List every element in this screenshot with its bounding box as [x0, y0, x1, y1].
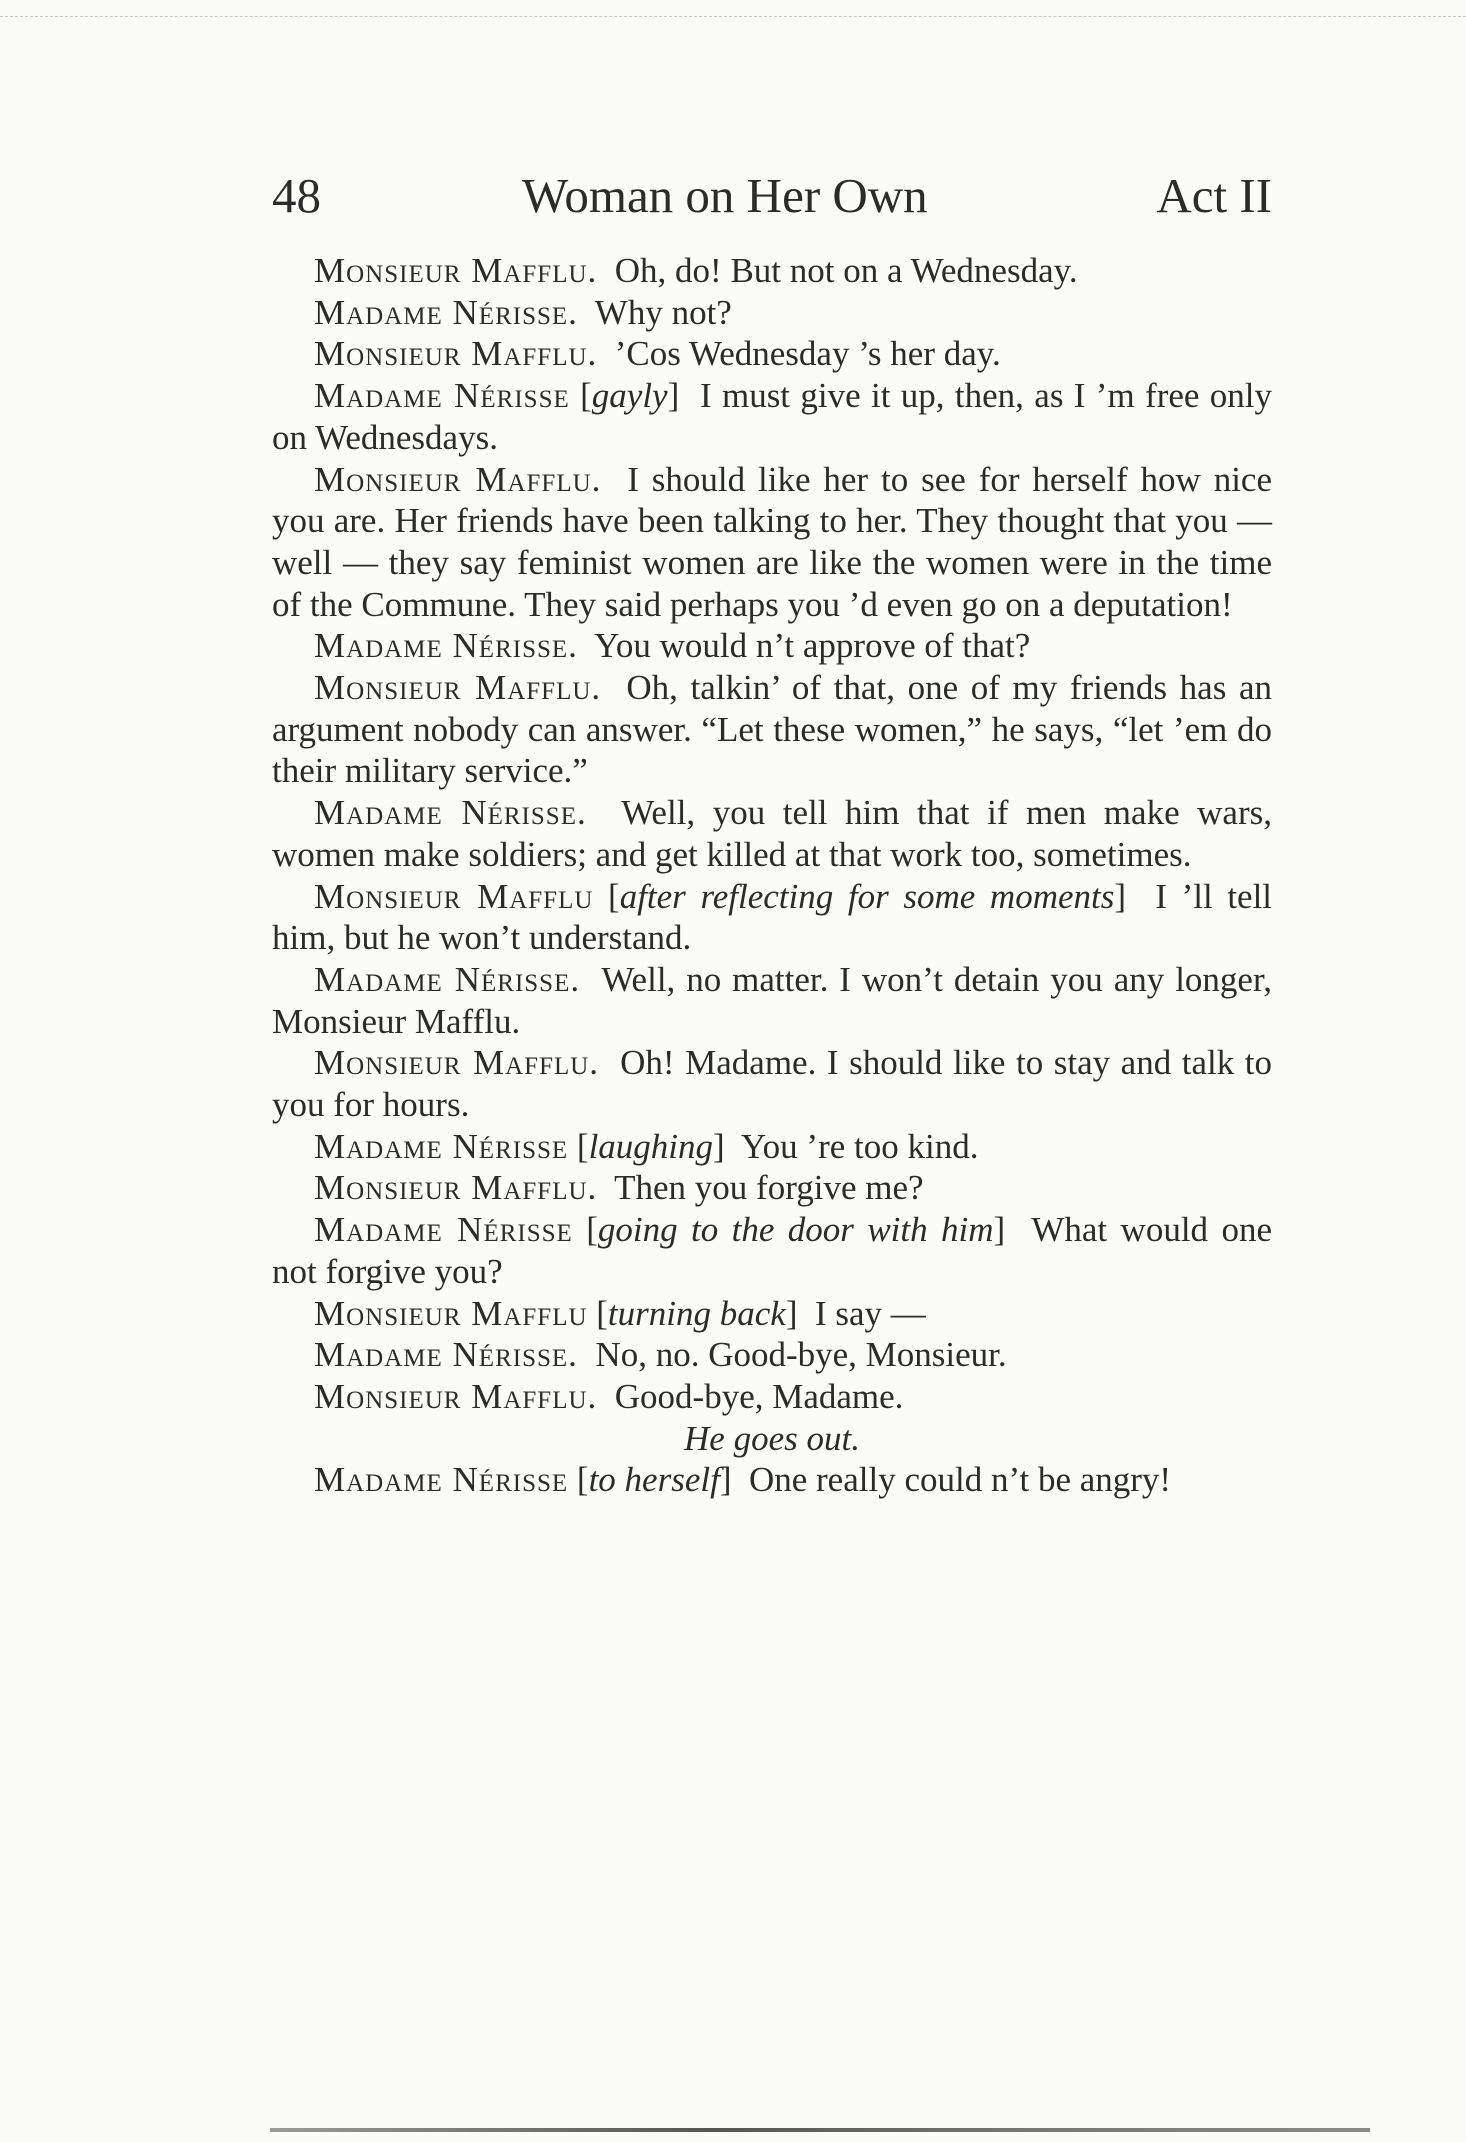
stage-direction: after reflecting for some moments	[619, 876, 1115, 916]
speaker-name: Madame Nérisse	[314, 1210, 573, 1250]
speech	[272, 625, 1272, 667]
speaker-name: Monsieur Mafflu.	[314, 1043, 600, 1083]
speaker-name: Monsieur Mafflu.	[314, 1168, 598, 1208]
speaker-name: Madame Nérisse	[314, 1460, 569, 1500]
speaker-name: Monsieur Mafflu.	[314, 459, 602, 499]
scan-bottom-edge	[270, 2128, 1370, 2132]
speech-text: Oh, talkin’ of that, one of my friends has an argument nobody can answer. “Let these women,” he says, “let ’em do their military service.”	[272, 668, 1272, 791]
running-head	[272, 166, 1272, 226]
speech-text: You would n’t approve of that?	[594, 626, 1031, 666]
speech-text: I say —	[814, 1293, 926, 1333]
act-label: Act II	[1156, 168, 1272, 223]
speech: Monsieur Mafflu [turning back] I say —	[314, 1293, 926, 1333]
speech: Madame Nérisse [to herself] One really could n’t be angry!	[314, 1460, 1172, 1500]
page-number: 48	[272, 168, 321, 223]
speech-text: Oh! Madame. I should like to stay and talk to you for hours.	[272, 1043, 1273, 1125]
speech	[272, 1376, 1272, 1418]
stage-direction: gayly	[591, 376, 668, 416]
speaker-name: Madame Nérisse.	[314, 793, 587, 833]
speech	[272, 1334, 1272, 1376]
running-title: Woman on Her Own	[522, 168, 928, 223]
speech	[272, 959, 1272, 1042]
speech: Monsieur Mafflu [after reflecting for some moments] I ’ll tell him, but he won’t understand.	[272, 876, 1273, 958]
speech-text: ’Cos Wednesday ’s her day.	[614, 334, 1001, 374]
speaker-name: Monsieur Mafflu.	[314, 251, 598, 290]
stage-direction: laughing	[588, 1126, 714, 1166]
speech	[272, 333, 1272, 375]
speech-text: Oh, do! But not on a Wednesday.	[614, 251, 1078, 290]
speaker-name: Monsieur Mafflu.	[314, 334, 598, 374]
speaker-name: Madame Nérisse	[314, 376, 570, 416]
speech-text: What would one not forgive you?	[272, 1210, 1272, 1291]
speech	[272, 250, 1272, 292]
speech	[272, 792, 1272, 875]
speech	[272, 667, 1272, 792]
speech-text: One really could n’t be angry!	[748, 1460, 1172, 1500]
speaker-name: Madame Nérisse.	[314, 626, 578, 666]
speech-text: I must give it up, then, as I ’m free only on Wednesdays.	[272, 376, 1272, 457]
scan-edge-mark	[0, 16, 1466, 17]
stage-direction: going to the door with him	[597, 1210, 994, 1250]
dialogue-body	[272, 250, 1272, 1501]
speaker-name: Madame Nérisse.	[314, 1335, 578, 1375]
speech	[272, 292, 1272, 334]
stage-direction: turning back	[607, 1293, 786, 1333]
speech-text: Then you forgive me?	[614, 1168, 924, 1208]
speaker-name: Monsieur Mafflu	[314, 876, 594, 916]
speech-text: Why not?	[594, 292, 732, 332]
speech: Madame Nérisse [gayly] I must give it up, then, as I ’m free only on Wednesdays.	[272, 376, 1272, 457]
speaker-name: Monsieur Mafflu.	[314, 1376, 598, 1416]
exit-direction: He goes out.	[684, 1418, 860, 1458]
stage-direction: to herself	[588, 1460, 720, 1500]
speaker-name: Monsieur Mafflu	[314, 1293, 588, 1333]
speaker-name: Madame Nérisse	[314, 1126, 569, 1166]
speech-text: I should like her to see for herself how nice you are. Her friends have been talking to her. They thought that you — well — they say feminist women are like the women were in the time of the Commune. They said perhaps you ’d even go on a deputation!	[272, 459, 1272, 624]
speech	[272, 459, 1272, 626]
speech-text: Well, no matter. I won’t detain you any longer, Monsieur Mafflu.	[272, 959, 1272, 1041]
speech	[272, 1042, 1272, 1125]
speech-text: No, no. Good-bye, Monsieur.	[595, 1335, 1007, 1375]
speaker-name: Madame Nérisse.	[314, 292, 578, 332]
speech: Madame Nérisse [laughing] You ’re too kind.	[314, 1126, 979, 1166]
speech-text: Well, you tell him that if men make wars, women make soldiers; and get killed at that work too, sometimes.	[272, 793, 1272, 874]
speech-text: You ’re too kind.	[740, 1126, 979, 1166]
speaker-name: Madame Nérisse.	[314, 959, 581, 999]
speech	[272, 1167, 1272, 1209]
speaker-name: Monsieur Mafflu.	[314, 668, 602, 708]
speech-text: Good-bye, Madame.	[614, 1376, 904, 1416]
speech-text: I ’ll tell him, but he won’t understand.	[272, 876, 1273, 958]
speech: Madame Nérisse [going to the door with him] What would one not forgive you?	[272, 1210, 1272, 1291]
